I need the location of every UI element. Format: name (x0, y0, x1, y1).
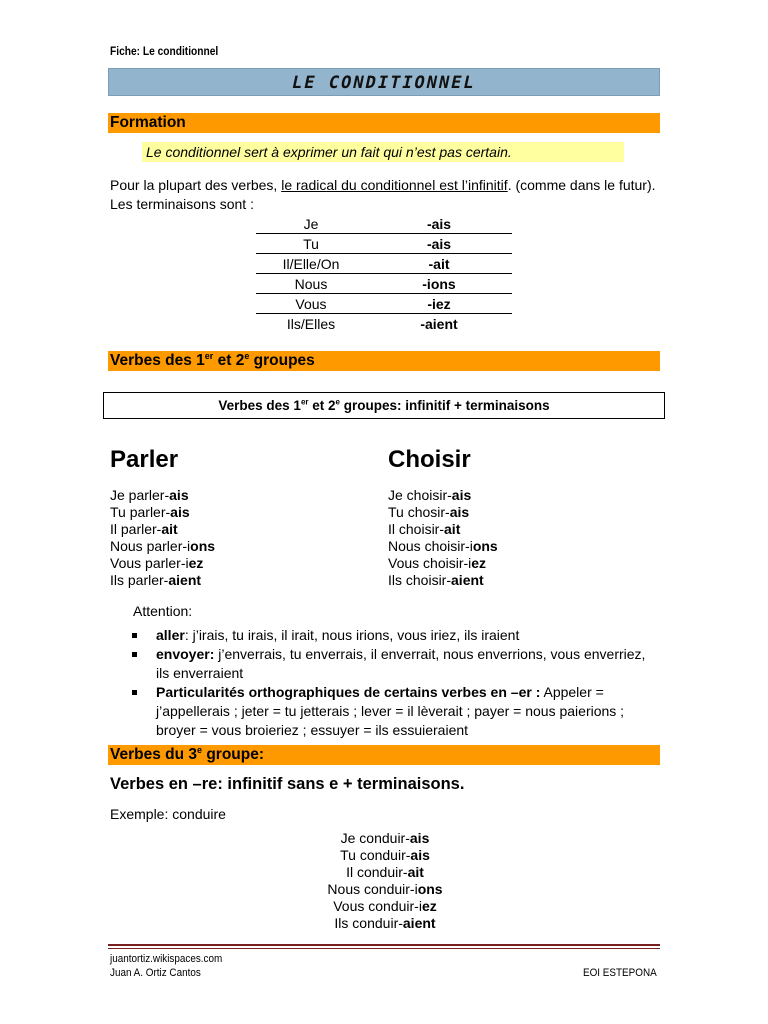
ending: ez (471, 555, 487, 571)
attention-label: Attention: (133, 603, 193, 619)
conjugation-choisir (388, 487, 498, 589)
stem: Je conduir- (340, 830, 410, 846)
ending: ons (190, 538, 216, 554)
table-row (256, 314, 512, 334)
conjugation-line (110, 555, 215, 572)
conjugation-line (388, 504, 498, 521)
conjugation-line (388, 538, 498, 555)
ending: ais (170, 504, 190, 520)
stem: Vous parler-i (110, 555, 189, 571)
ending-cell: -ais (366, 234, 512, 254)
ending-cell: -ait (366, 254, 512, 274)
conjugation-line (240, 830, 530, 847)
item-keyword: Particularités orthographiques de certains verbes en –er : (156, 684, 541, 700)
box-superscript: e (335, 397, 340, 407)
item-text: Appeler = j’appellerais ; jeter = tu jetterais ; lever = il lèverait ; payer = nous paierions ; broyer = vous broieriez ; essuyer = ils essuieraient (156, 684, 625, 738)
pronoun-cell: Je (256, 214, 366, 234)
stem: Il choisir- (388, 521, 445, 537)
conjugation-conduire (240, 830, 530, 932)
heading-text: et 2 (213, 352, 245, 369)
stem: Je parler- (110, 487, 170, 503)
box-superscript: er (300, 397, 309, 407)
heading-superscript: e (197, 744, 203, 755)
list-item (130, 626, 650, 645)
ending-cell: -aient (420, 315, 458, 332)
highlight-definition: Le conditionnel sert à exprimer un fait qui n’est pas certain. (142, 142, 624, 162)
para-start: Pour la plupart des verbes, (110, 177, 282, 193)
ending: aient (402, 915, 436, 931)
pronoun-cell: Ils/Elles (286, 315, 336, 332)
item-keyword: envoyer: (156, 646, 215, 662)
title-banner (108, 68, 660, 96)
para-end: . (comme dans le futur). Les terminaisons sont : (110, 177, 656, 212)
pronoun-cell: Vous (256, 294, 366, 314)
ending-cell: -iez (366, 294, 512, 314)
formation-paragraph (110, 176, 670, 214)
stem: Tu chosir- (388, 504, 450, 520)
conjugation-line (240, 864, 530, 881)
verb-title-parler: Parler (110, 446, 179, 473)
heading-text: groupes (249, 352, 315, 369)
list-item (130, 683, 650, 740)
ending: ons (417, 881, 443, 897)
heading-superscript: e (244, 350, 250, 361)
conjugation-line (388, 521, 498, 538)
page-title: LE CONDITIONNEL (290, 73, 478, 93)
verb-title-choisir: Choisir (388, 446, 471, 473)
conjugation-line (388, 572, 498, 589)
stem: Nous choisir-i (388, 538, 473, 554)
box-text: groupes: infinitif + terminaisons (339, 398, 550, 413)
pronoun-cell: Il/Elle/On (256, 254, 366, 274)
conjugation-line (240, 881, 530, 898)
conjugation-line (388, 555, 498, 572)
conjugation-line (110, 487, 215, 504)
table-row (256, 274, 512, 294)
stem: Nous parler-i (110, 538, 191, 554)
box-text: et 2 (308, 398, 336, 413)
conjugation-line (240, 847, 530, 864)
item-keyword: aller (156, 627, 185, 643)
endings-table (256, 214, 512, 333)
ending: ait (407, 864, 424, 880)
stem: Ils parler- (110, 572, 169, 588)
table-row (256, 214, 512, 234)
heading-text: Verbes du 3 (110, 746, 198, 763)
heading-text: Verbes des 1 (110, 352, 205, 369)
footer-site: juantortiz.wikispaces.com (110, 953, 223, 965)
footer-author: Juan A. Ortiz Cantos (110, 967, 201, 979)
heading-text: groupe: (202, 746, 265, 763)
ending-cell: -ions (366, 274, 512, 294)
document-header: Fiche: Le conditionnel (110, 44, 219, 58)
item-text: : j’irais, tu irais, il irait, nous irions, vous iriez, ils iraient (184, 627, 520, 643)
ending: aient (451, 572, 484, 588)
conjugation-line (240, 898, 530, 915)
conjugation-line (110, 572, 215, 589)
ending: ez (188, 555, 204, 571)
table-row (256, 254, 512, 274)
stem: Ils choisir- (388, 572, 452, 588)
item-text: j’enverrais, tu enverrais, il enverrait, nous enverrions, vous enverriez, ils enverraient (156, 646, 646, 681)
stem: Tu parler- (110, 504, 171, 520)
stem: Il parler- (110, 521, 162, 537)
box-text: Verbes des 1 (218, 398, 301, 413)
section-heading-group-3 (108, 745, 660, 765)
conjugation-line (110, 538, 215, 555)
stem: Je choisir- (388, 487, 452, 503)
ending: ais (451, 487, 472, 503)
ending: ait (161, 521, 178, 537)
table-row (256, 294, 512, 314)
section-heading-groups-1-2 (108, 351, 660, 371)
subheading-verbes-re: Verbes en –re: infinitif sans e + terminaisons. (110, 775, 465, 793)
ending: ais (449, 504, 470, 520)
conjugation-line (110, 504, 215, 521)
conjugation-line (240, 915, 530, 932)
footer-divider (108, 944, 660, 946)
stem: Vous choisir-i (388, 555, 472, 571)
ending-cell: -ais (366, 214, 512, 234)
stem: Vous conduir-i (333, 898, 422, 914)
stem: Nous conduir-i (327, 881, 418, 897)
stem: Ils conduir- (334, 915, 403, 931)
conjugation-line (110, 521, 215, 538)
stem: Il conduir- (346, 864, 408, 880)
para-underlined: le radical du conditionnel est l’infinitif (281, 177, 508, 193)
section-heading-formation: Formation (108, 113, 660, 133)
pronoun-cell: Tu (256, 234, 366, 254)
conjugation-parler (110, 487, 215, 589)
heading-superscript: er (204, 350, 214, 361)
attention-list (130, 626, 650, 740)
ending: ons (472, 538, 498, 554)
footer-divider-thin (108, 948, 660, 949)
stem: Tu conduir- (340, 847, 411, 863)
footer-school: EOI ESTEPONA (583, 967, 657, 979)
conjugation-line (388, 487, 498, 504)
pronoun-cell: Nous (256, 274, 366, 294)
ending: aient (168, 572, 202, 588)
example-label: Exemple: conduire (110, 806, 226, 822)
ending: ait (444, 521, 461, 537)
ending: ais (410, 847, 430, 863)
ending: ez (421, 898, 437, 914)
table-row (256, 234, 512, 254)
ending: ais (409, 830, 430, 846)
list-item (130, 645, 650, 683)
ending: ais (169, 487, 189, 503)
rule-box-groups-1-2 (103, 392, 665, 419)
